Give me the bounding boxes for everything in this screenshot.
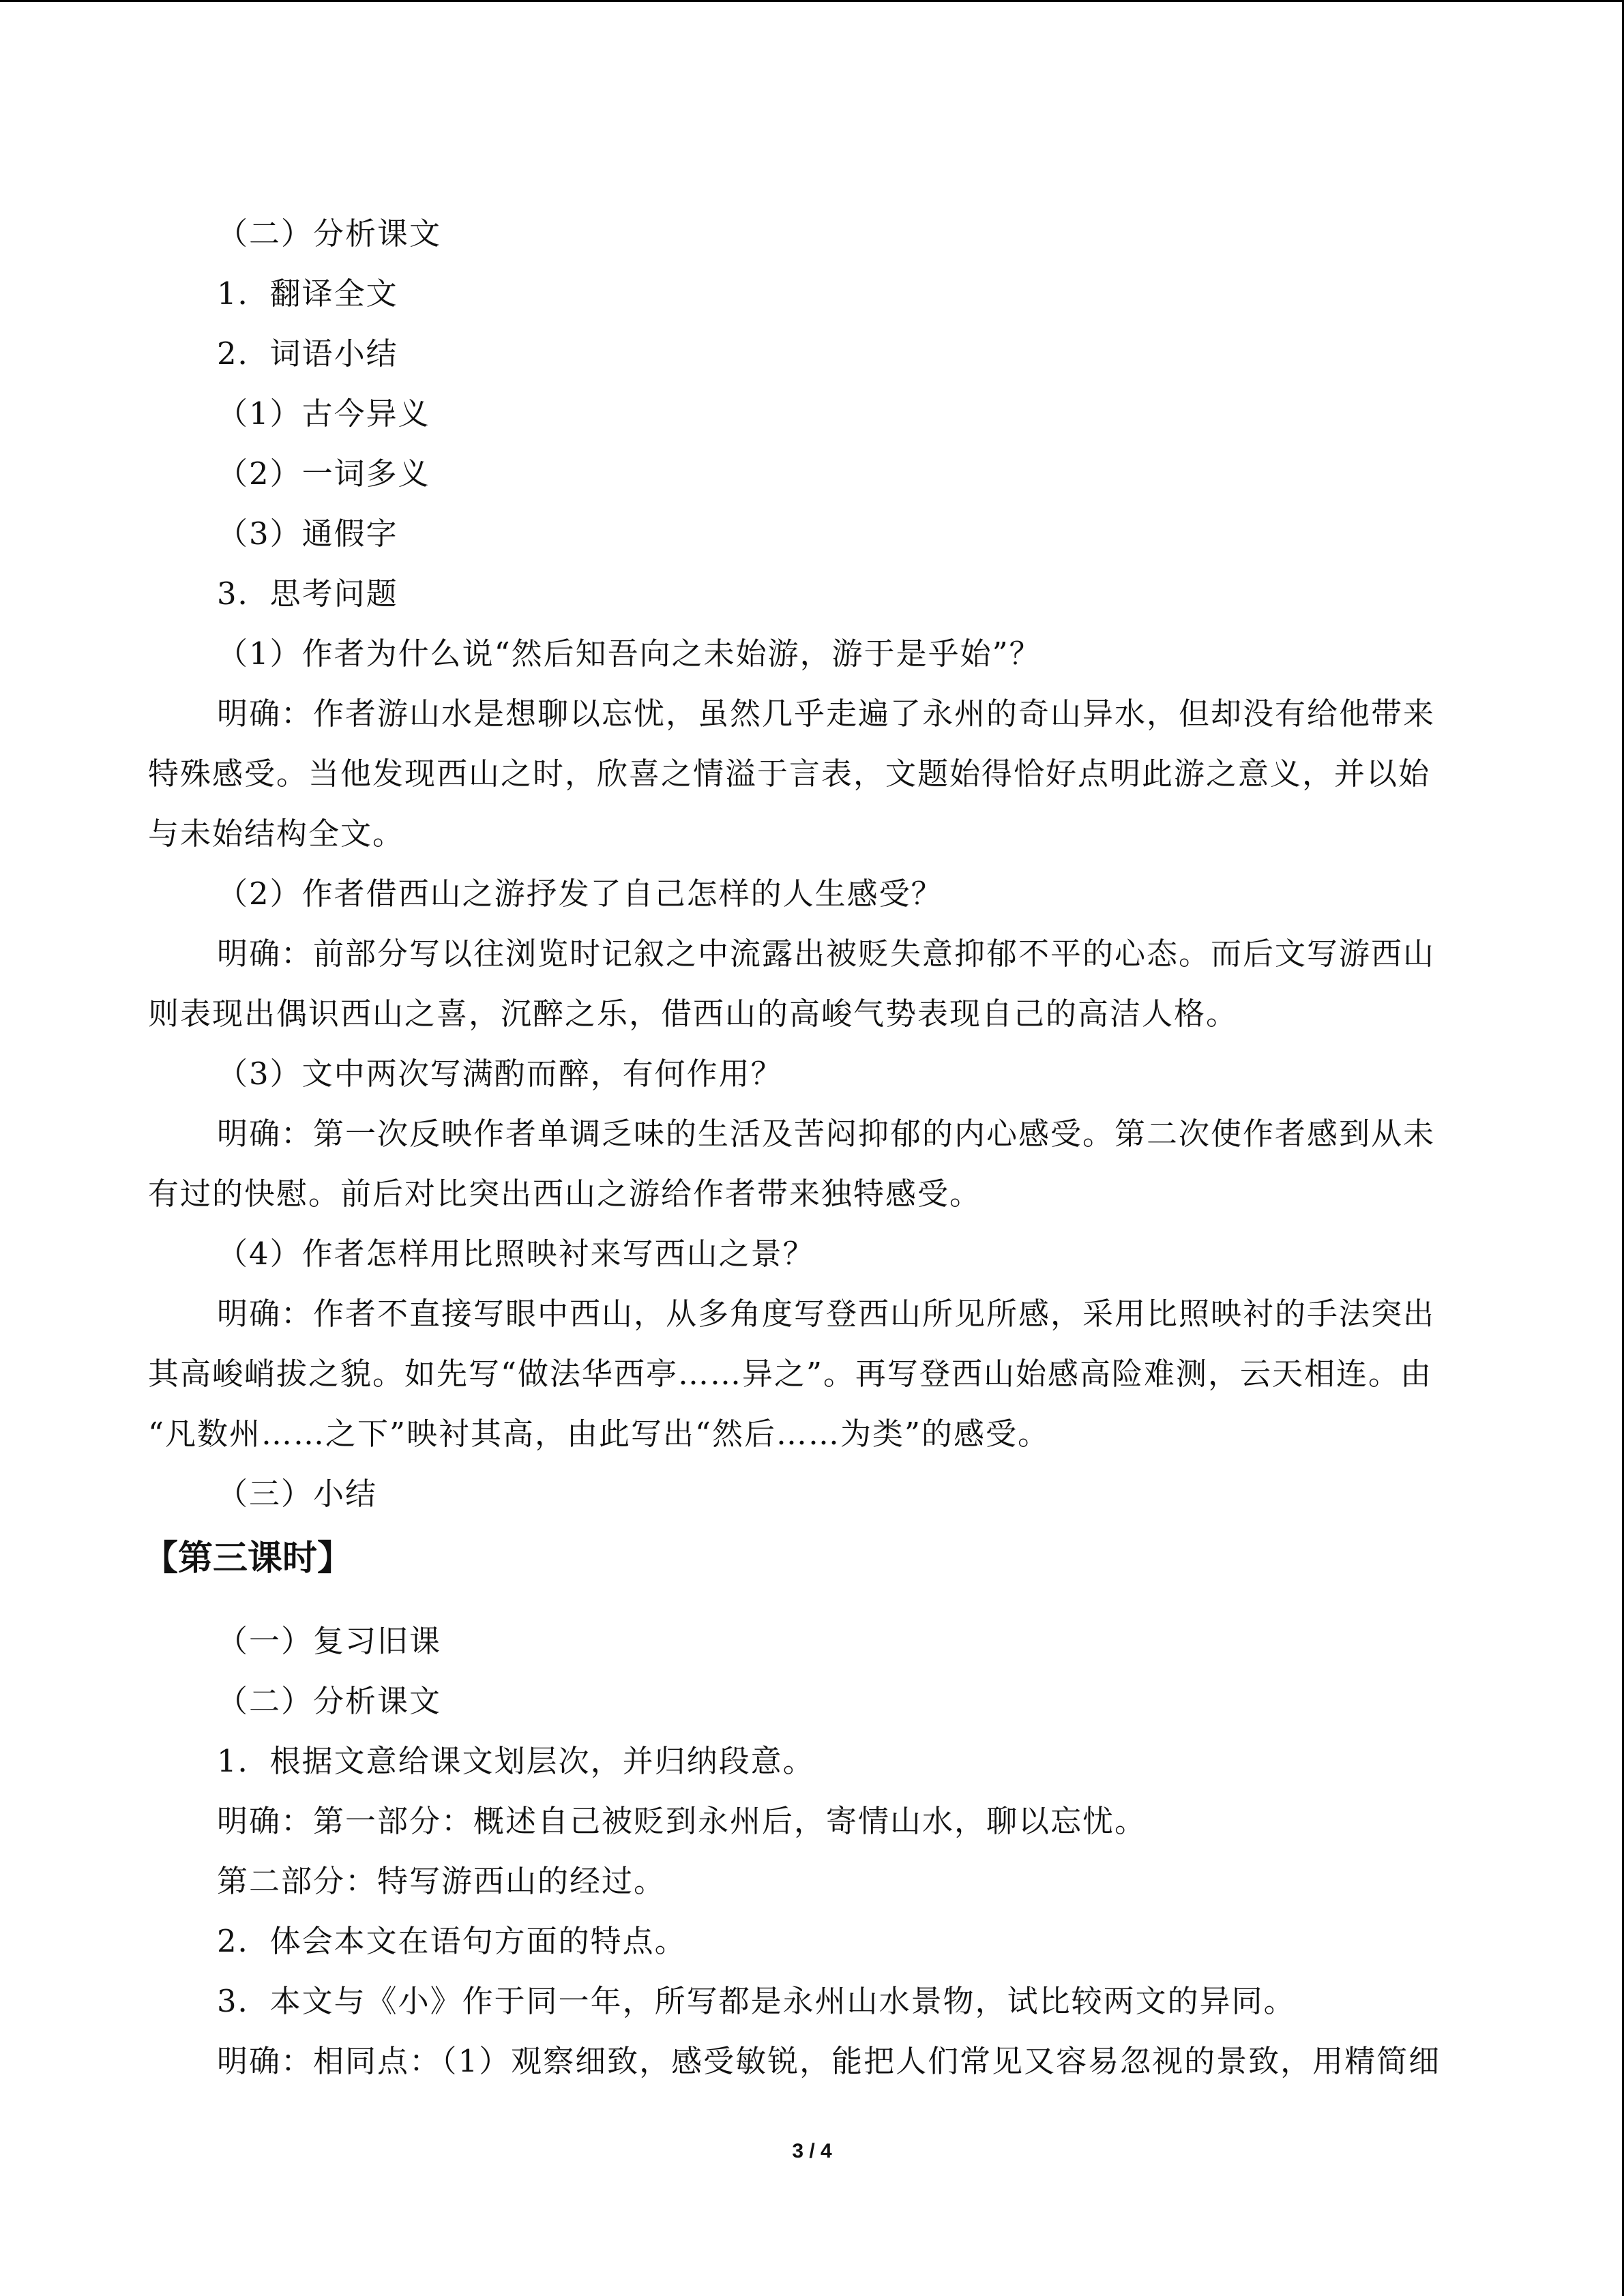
sub-item: [0, 384, 1624, 444]
answer-paragraph: [0, 1851, 1624, 1911]
text-line: 明确：作者游山水是想聊以忘忧，虽然几乎走遍了永州的奇山异水，但却没有给他带来: [217, 696, 1436, 732]
answer-paragraph: [0, 2031, 1624, 2091]
answer-paragraph: [0, 924, 1624, 1044]
section-title: [0, 1464, 1624, 1524]
answer-paragraph: [0, 1104, 1624, 1224]
text-line: （三）小结: [217, 1476, 378, 1512]
answer-paragraph: [0, 1284, 1624, 1464]
text-line: （一）复习旧课: [217, 1623, 442, 1659]
text-line: 1．根据文意给课文划层次，并归纳段意。: [217, 1743, 815, 1779]
text-line: “凡数州……之下”映衬其高，由此写出“然后……为类”的感受。: [148, 1416, 1050, 1452]
text-line: （二）分析课文: [217, 215, 442, 252]
text-line: 第二部分：特写游西山的经过。: [217, 1863, 666, 1899]
text-line: （3）通假字: [217, 516, 398, 552]
text-line: （4）作者怎样用比照映衬来写西山之景？: [217, 1236, 815, 1272]
section-title: [0, 1611, 1624, 1671]
text-line: 有过的快慰。前后对比突出西山之游给作者带来独特感受。: [148, 1176, 982, 1212]
text-line: 与未始结构全文。: [148, 816, 405, 852]
item-heading: [0, 1731, 1624, 1791]
sub-item: [0, 444, 1624, 504]
text-line: 明确：第一次反映作者单调乏味的生活及苦闷抑郁的内心感受。第二次使作者感到从未: [217, 1116, 1436, 1152]
answer-paragraph: [0, 684, 1624, 864]
text-line: （1）作者为什么说“然后知吾向之未始游，游于是乎始”？: [217, 636, 1042, 672]
text-line: 明确：前部分写以往浏览时记叙之中流露出被贬失意抑郁不平的心态。而后文写游西山: [217, 936, 1436, 972]
text-line: 特殊感受。当他发现西山之时，欣喜之情溢于言表，文题始得恰好点明此游之意义，并以始: [148, 756, 1431, 792]
question: [0, 624, 1624, 684]
answer-paragraph: [0, 1791, 1624, 1851]
text-line: （3）文中两次写满酌而醉，有何作用？: [217, 1056, 783, 1092]
text-line: 则表现出偶识西山之喜，沉醉之乐，借西山的高峻气势表现自己的高洁人格。: [148, 996, 1239, 1032]
text-line: （2）一词多义: [217, 456, 430, 492]
section-title: [0, 204, 1624, 264]
page-number: 3 / 4: [792, 2140, 832, 2162]
item-heading: [0, 1911, 1624, 1971]
lesson-heading: 【第三课时】: [143, 1538, 353, 1579]
text-line: 明确：第一部分：概述自己被贬到永州后，寄情山水，聊以忘忧。: [217, 1803, 1147, 1839]
text-line: 3．思考问题: [217, 576, 398, 612]
question: [0, 1044, 1624, 1104]
item-heading: [0, 264, 1624, 324]
text-line: （二）分析课文: [217, 1683, 442, 1719]
item-heading: [0, 564, 1624, 624]
text-line: 3．本文与《小》作于同一年，所写都是永州山水景物，试比较两文的异同。: [217, 1983, 1296, 2019]
text-line: 明确：相同点：（1）观察细致，感受敏锐，能把人们常见又容易忽视的景致，用精简细: [217, 2043, 1441, 2079]
text-line: 其高峻峭拔之貌。如先写“做法华西亭……异之”。再写登西山始感高险难测，云天相连。由: [148, 1356, 1433, 1392]
section-title: [0, 1671, 1624, 1731]
text-line: 2．体会本文在语句方面的特点。: [217, 1923, 687, 1959]
text-line: 明确：作者不直接写眼中西山，从多角度写登西山所见所感，采用比照映衬的手法突出: [217, 1296, 1436, 1332]
text-line: 2．词语小结: [217, 336, 398, 372]
question: [0, 1224, 1624, 1284]
document-body: [0, 2, 1624, 2091]
item-heading: [0, 324, 1624, 384]
text-line: 1．翻译全文: [217, 275, 398, 312]
sub-item: [0, 504, 1624, 564]
question: [0, 864, 1624, 924]
text-line: （1）古今异义: [217, 396, 430, 432]
text-line: （2）作者借西山之游抒发了自己怎样的人生感受？: [217, 876, 943, 912]
item-heading: [0, 1971, 1624, 2031]
